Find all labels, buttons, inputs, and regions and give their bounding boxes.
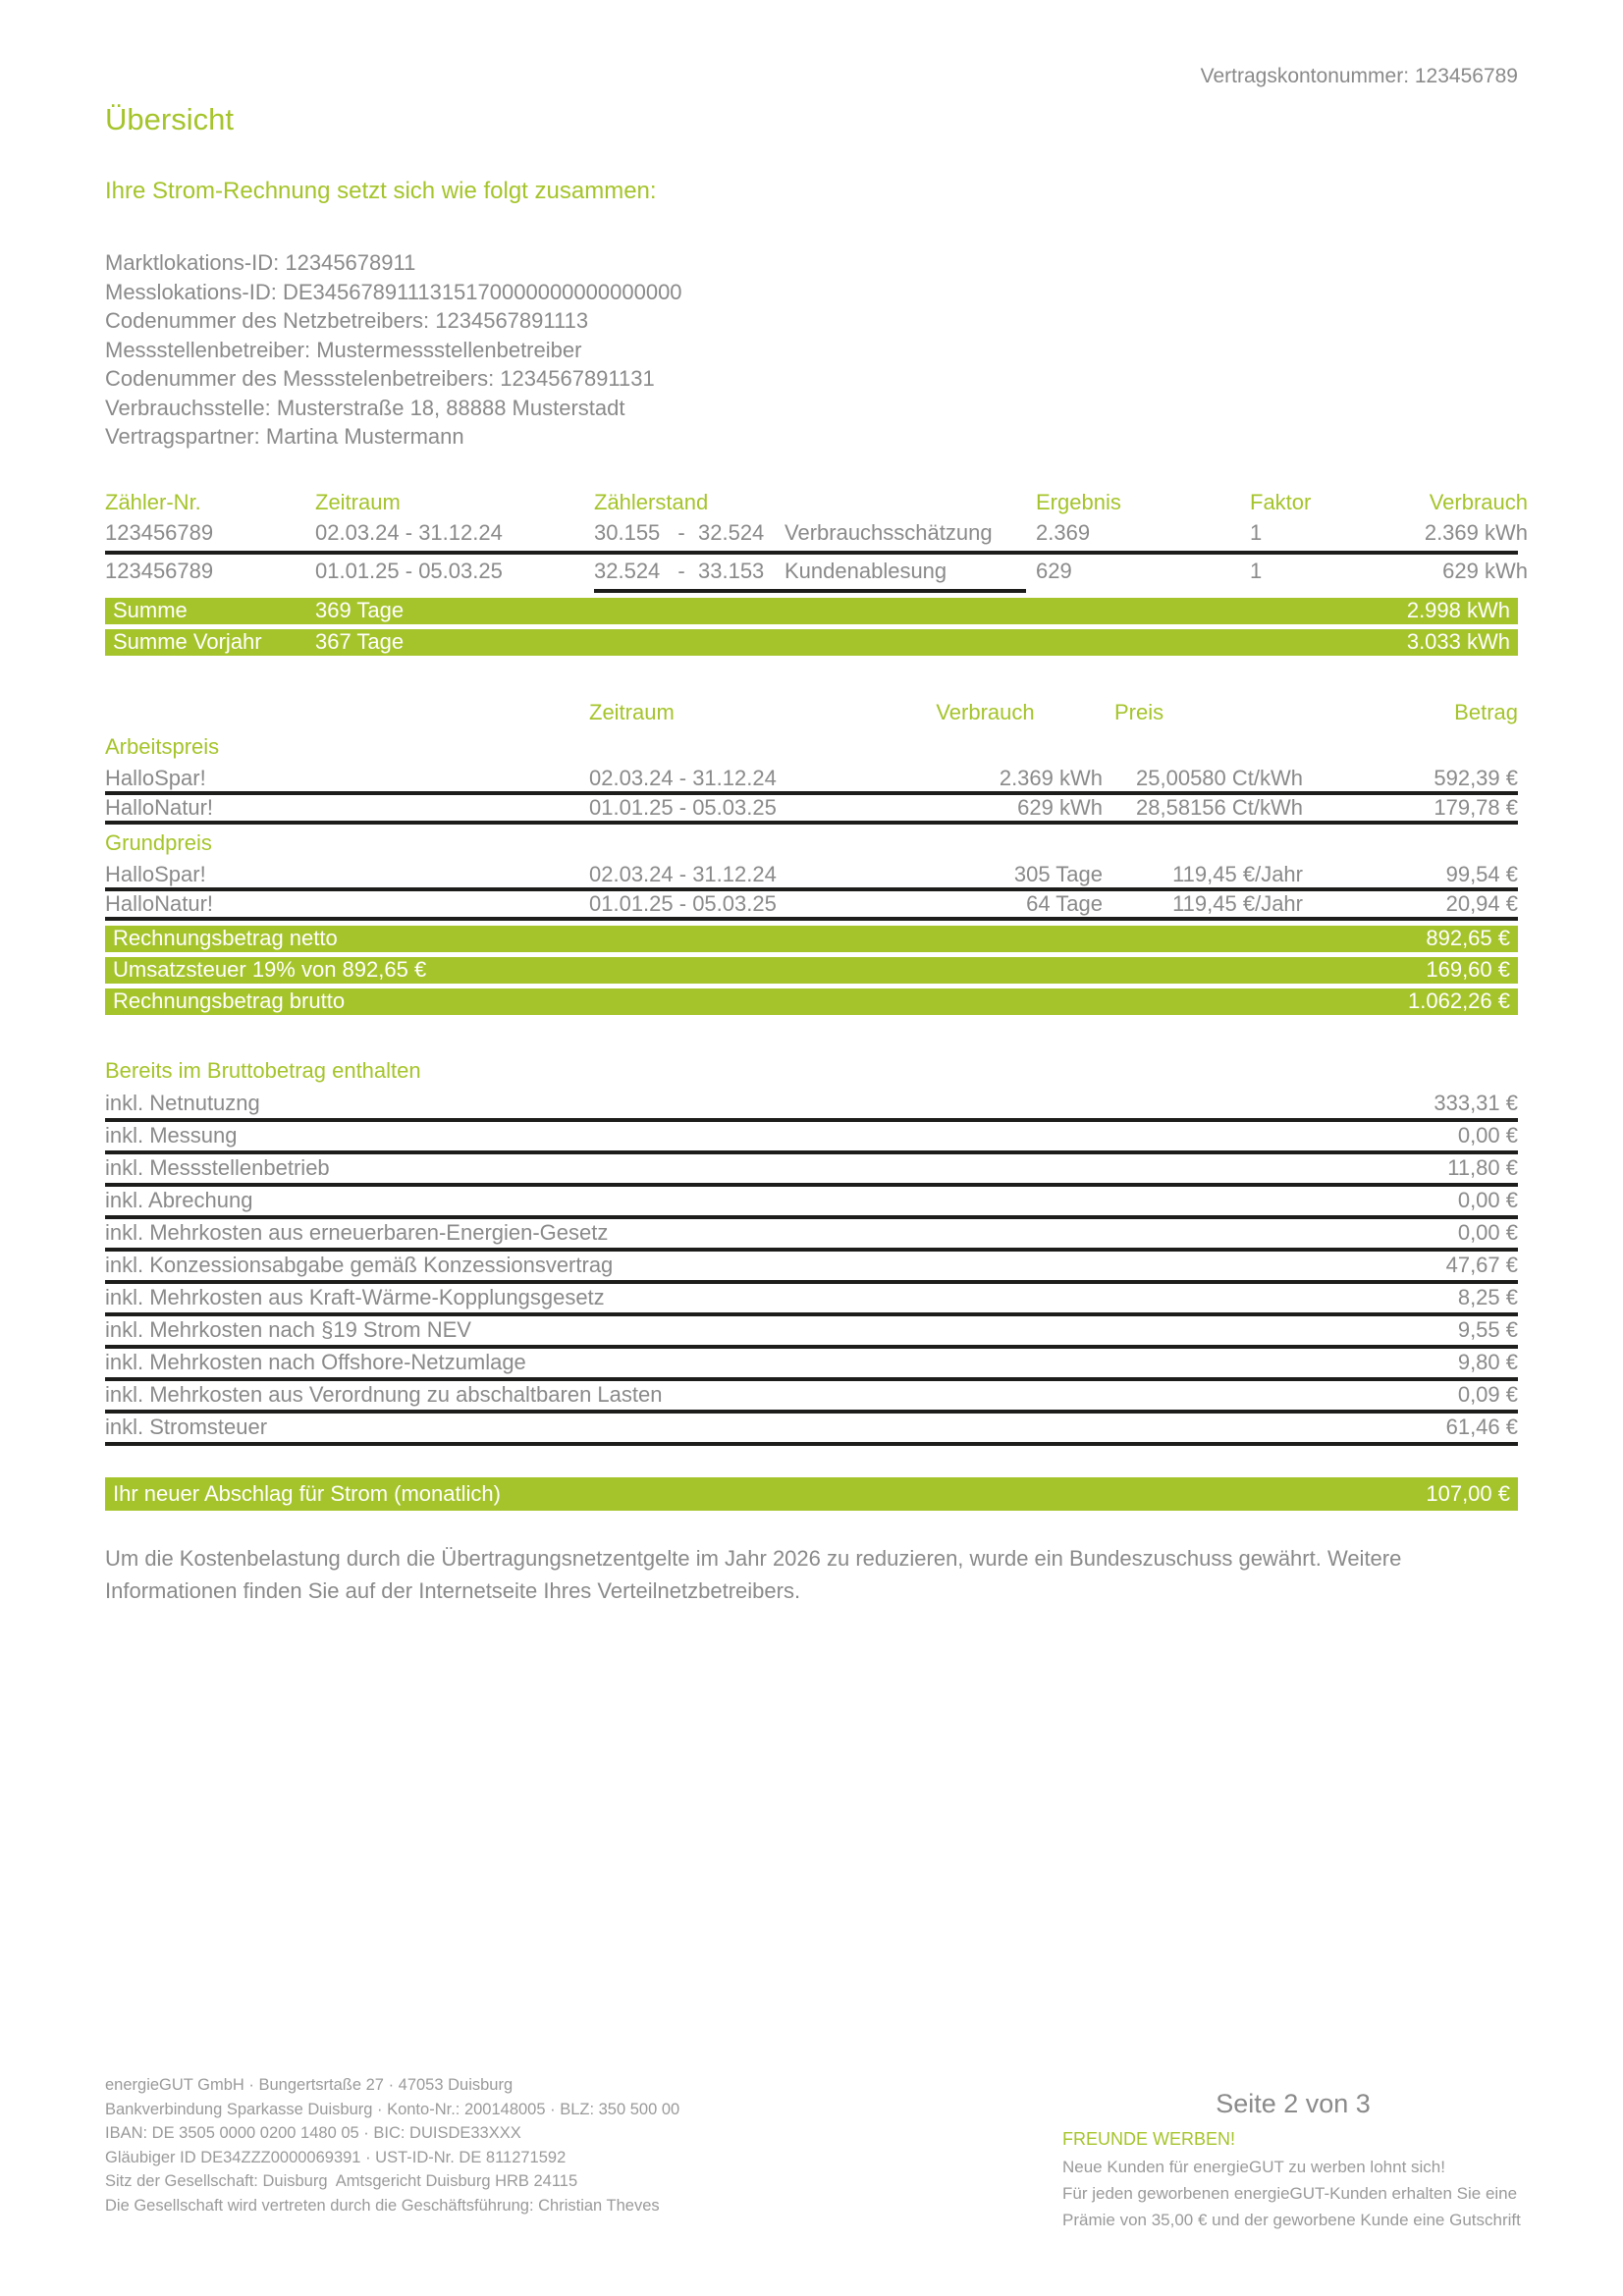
meta-line-messstellenbetreiber: Messstellenbetreiber: Mustermessstellenbetreiber — [105, 337, 582, 362]
sum-value: 2.998 kWh — [1406, 598, 1510, 622]
footer-iban-line: IBAN: DE 3505 0000 0200 1480 05 · BIC: DUISDE33XXX — [105, 2124, 521, 2143]
sum-label: Summe Vorjahr — [113, 629, 262, 654]
meta-line-messstellenbetreiber-code: Codenummer des Messstelenbetreibers: 1234567891131 — [105, 366, 655, 391]
list-item — [105, 1122, 1518, 1154]
included-value: 8,25 € — [1457, 1285, 1518, 1309]
reading-method: Verbrauchsschätzung — [784, 520, 993, 545]
reading-dash: - — [677, 559, 685, 583]
list-item — [105, 1349, 1518, 1381]
included-value: 333,31 € — [1434, 1091, 1518, 1115]
footer-right-block — [1062, 2089, 1524, 2233]
referral-promo-line: Prämie von 35,00 € und der geworbene Kunde eine Gutschrift — [1062, 2211, 1521, 2229]
tariff-period: 02.03.24 - 31.12.24 — [589, 765, 777, 790]
meter-table-header — [105, 487, 1528, 518]
table-row — [105, 518, 1528, 549]
included-value: 11,80 € — [1447, 1155, 1518, 1180]
page-title: Übersicht — [105, 102, 234, 136]
meta-line-marktlokation: Marktlokations-ID: 12345678911 — [105, 250, 416, 275]
col-header-period: Zeitraum — [315, 489, 401, 514]
footer-registry-line: Sitz der Gesellschaft: Duisburg Amtsgericht Duisburg HRB 24115 — [105, 2172, 578, 2191]
tariff-name: HalloSpar! — [105, 861, 206, 886]
table-row — [105, 862, 1518, 891]
list-item — [105, 1381, 1518, 1414]
divider-rule — [105, 551, 1518, 555]
included-label: inkl. Netnutuzng — [105, 1091, 260, 1115]
tariff-amount: 305 Tage — [1013, 861, 1103, 886]
included-label: inkl. Mehrkosten aus Verordnung zu abschaltbaren Lasten — [105, 1382, 663, 1407]
total-value: 1.062,26 € — [1408, 988, 1510, 1013]
col-header-meter: Zähler-Nr. — [105, 489, 201, 514]
tariff-period: 01.01.25 - 05.03.25 — [589, 890, 777, 916]
included-label: inkl. Mehrkosten nach Offshore-Netzumlage — [105, 1350, 526, 1374]
gross-total-row — [105, 988, 1518, 1015]
reading-from: 32.524 — [594, 559, 661, 583]
reading-consumption: 629 kWh — [1442, 559, 1528, 583]
col-header-verbrauch: Verbrauch — [936, 699, 1035, 724]
sum-days: 369 Tage — [315, 598, 405, 622]
price-table — [105, 697, 1518, 1015]
reading-result: 2.369 — [1036, 520, 1091, 545]
account-meta-block — [105, 248, 1518, 452]
reading-range — [594, 520, 1036, 546]
col-header-result: Ergebnis — [1036, 489, 1121, 514]
list-item — [105, 1284, 1518, 1316]
reading-factor: 1 — [1250, 559, 1263, 583]
tariff-total: 592,39 € — [1434, 765, 1518, 790]
reading-method: Kundenablesung — [784, 559, 947, 583]
list-item — [105, 1154, 1518, 1187]
tariff-total: 99,54 € — [1445, 861, 1518, 886]
tariff-price: 119,45 €/Jahr — [1172, 890, 1303, 916]
total-label: Rechnungsbetrag brutto — [113, 988, 346, 1013]
tariff-price: 25,00580 Ct/kWh — [1136, 765, 1303, 790]
table-row — [105, 795, 1518, 825]
meta-line-vertragspartner: Vertragspartner: Martina Mustermann — [105, 424, 464, 449]
included-label: inkl. Mehrkosten aus erneuerbaren-Energien-Gesetz — [105, 1220, 609, 1245]
included-value: 9,55 € — [1457, 1317, 1518, 1342]
col-header-zeitraum: Zeitraum — [589, 699, 675, 724]
footer-company-line: energieGUT GmbH · Bungertsrtaße 27 · 47053 Duisburg — [105, 2076, 514, 2094]
sum-row — [105, 598, 1518, 624]
monthly-installment-row — [105, 1477, 1518, 1511]
page-subtitle: Ihre Strom-Rechnung setzt sich wie folgt zusammen: — [105, 178, 657, 204]
tariff-period: 02.03.24 - 31.12.24 — [589, 861, 777, 886]
tariff-amount: 64 Tage — [1026, 890, 1103, 916]
table-row — [105, 766, 1518, 795]
footer-management-line: Die Gesellschaft wird vertreten durch die Geschäftsführung: Christian Theves — [105, 2196, 660, 2215]
reading-from: 30.155 — [594, 520, 661, 545]
tariff-amount: 629 kWh — [1017, 794, 1103, 820]
section-title-grundpreis: Grundpreis — [105, 829, 212, 855]
col-header-factor: Faktor — [1250, 489, 1312, 514]
divider-rule-partial — [594, 589, 1026, 593]
included-value: 0,00 € — [1457, 1123, 1518, 1148]
included-value: 0,09 € — [1457, 1382, 1518, 1407]
included-value: 9,80 € — [1457, 1350, 1518, 1374]
reading-to: 32.524 — [698, 520, 765, 545]
tariff-total: 179,78 € — [1434, 794, 1518, 820]
meter-number: 123456789 — [105, 520, 214, 545]
included-label: inkl. Konzessionsabgabe gemäß Konzessionsvertrag — [105, 1253, 614, 1277]
installment-value: 107,00 € — [1426, 1480, 1510, 1506]
page-indicator: Seite 2 von 3 — [1216, 2089, 1371, 2118]
sum-previous-year-row — [105, 629, 1518, 656]
total-value: 169,60 € — [1426, 957, 1510, 982]
referral-promo-title: FREUNDE WERBEN! — [1062, 2129, 1236, 2149]
reading-to: 33.153 — [698, 559, 765, 583]
reading-period: 02.03.24 - 31.12.24 — [315, 520, 503, 545]
net-total-row — [105, 926, 1518, 952]
reading-range — [594, 559, 1036, 584]
meter-reading-table — [105, 487, 1528, 656]
col-header-betrag: Betrag — [1454, 699, 1518, 724]
included-in-gross-section — [105, 1058, 1518, 1446]
included-label: inkl. Abrechung — [105, 1188, 253, 1212]
contract-account-number: Vertragskontonummer: 123456789 — [1200, 65, 1518, 87]
price-table-header — [105, 697, 1518, 728]
vat-row — [105, 957, 1518, 984]
reading-result: 629 — [1036, 559, 1072, 583]
tariff-name: HalloSpar! — [105, 765, 206, 790]
included-label: inkl. Stromsteuer — [105, 1415, 268, 1439]
sum-label: Summe — [113, 598, 188, 622]
meta-line-verbrauchsstelle: Verbrauchsstelle: Musterstraße 18, 88888 Musterstadt — [105, 395, 625, 420]
total-value: 892,65 € — [1426, 926, 1510, 950]
invoice-content — [105, 0, 1528, 1607]
tariff-name: HalloNatur! — [105, 794, 214, 820]
reading-period: 01.01.25 - 05.03.25 — [315, 559, 503, 583]
sum-value: 3.033 kWh — [1406, 629, 1510, 654]
tariff-period: 01.01.25 - 05.03.25 — [589, 794, 777, 820]
tariff-amount: 2.369 kWh — [999, 765, 1103, 790]
included-section-title: Bereits im Bruttobetrag enthalten — [105, 1057, 421, 1083]
referral-promo-line: Neue Kunden für energieGUT zu werben lohnt sich! — [1062, 2158, 1445, 2176]
referral-promo-line: Für jeden geworbenen energieGUT-Kunden erhalten Sie eine — [1062, 2184, 1518, 2203]
footer-bank-line: Bankverbindung Sparkasse Duisburg · Konto-Nr.: 200148005 · BLZ: 350 500 00 — [105, 2100, 680, 2118]
col-header-reading: Zählerstand — [594, 489, 709, 514]
tariff-total: 20,94 € — [1445, 890, 1518, 916]
included-value: 0,00 € — [1457, 1220, 1518, 1245]
included-label: inkl. Mehrkosten aus Kraft-Wärme-Kopplungsgesetz — [105, 1285, 605, 1309]
tariff-name: HalloNatur! — [105, 890, 214, 916]
reading-consumption: 2.369 kWh — [1424, 520, 1528, 545]
sum-days: 367 Tage — [315, 629, 405, 654]
list-item — [105, 1187, 1518, 1219]
table-row — [105, 891, 1518, 921]
footer-creditor-line: Gläubiger ID DE34ZZZ0000069391 · UST-ID-Nr. DE 811271592 — [105, 2148, 567, 2166]
reading-dash: - — [677, 520, 685, 545]
list-item — [105, 1316, 1518, 1349]
included-label: inkl. Messung — [105, 1123, 238, 1148]
list-item — [105, 1414, 1518, 1446]
list-item — [105, 1090, 1518, 1122]
meter-number: 123456789 — [105, 559, 214, 583]
meta-line-netzbetreiber-code: Codenummer des Netzbetreibers: 1234567891113 — [105, 308, 589, 333]
reading-factor: 1 — [1250, 520, 1263, 545]
col-header-preis: Preis — [1114, 699, 1164, 724]
company-footer — [105, 2073, 679, 2218]
table-row — [105, 557, 1528, 587]
installment-label: Ihr neuer Abschlag für Strom (monatlich) — [113, 1480, 501, 1506]
tariff-price: 119,45 €/Jahr — [1172, 861, 1303, 886]
col-header-consumption: Verbrauch — [1429, 489, 1528, 514]
included-label: inkl. Messstellenbetrieb — [105, 1155, 330, 1180]
included-label: inkl. Mehrkosten nach §19 Strom NEV — [105, 1317, 471, 1342]
list-item — [105, 1252, 1518, 1284]
total-label: Umsatzsteuer 19% von 892,65 € — [113, 957, 427, 982]
total-label: Rechnungsbetrag netto — [113, 926, 338, 950]
included-value: 47,67 € — [1445, 1253, 1518, 1277]
tariff-price: 28,58156 Ct/kWh — [1136, 794, 1303, 820]
section-title-arbeitspreis: Arbeitspreis — [105, 733, 220, 759]
subsidy-notice: Um die Kostenbelastung durch die Übertragungsnetzentgelte im Jahr 2026 zu reduzieren, wurde ein Bundeszuschuss gewährt. Weitere Informationen finden Sie auf der Internetseite Ihres Verteilnetzbetreibers. — [105, 1545, 1402, 1603]
list-item — [105, 1219, 1518, 1252]
included-value: 0,00 € — [1457, 1188, 1518, 1212]
included-value: 61,46 € — [1445, 1415, 1518, 1439]
meta-line-messlokation: Messlokations-ID: DE3456789111315170000000000000000 — [105, 279, 682, 304]
